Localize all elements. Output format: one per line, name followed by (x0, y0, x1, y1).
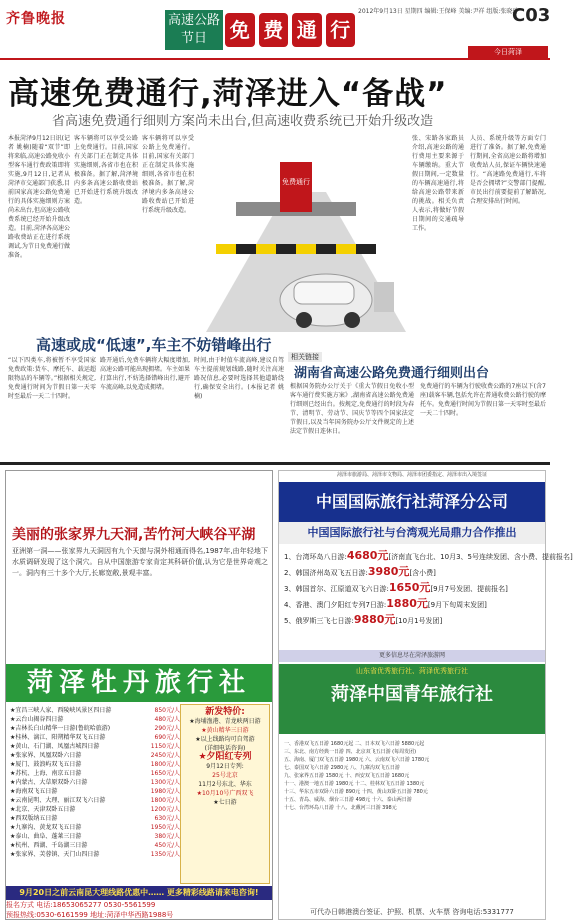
section-divider (0, 462, 550, 465)
route-price: 1350元/人 (150, 851, 180, 858)
secondary-headline: 高速或成“低速”,车主不妨错峰出行 (36, 336, 272, 354)
route-item: ★苏杭、上海、南京五日游 (10, 770, 82, 777)
route-item: ★张家界、芙蓉镇、天门山四日游 (10, 851, 100, 858)
tour-note: [10月1号发团] (395, 617, 443, 625)
ad-left-contact (6, 900, 272, 920)
route-price: 2450元/人 (150, 752, 180, 759)
tour-price: 3980元 (367, 565, 410, 578)
special-row: (详细电话咨询) (204, 745, 246, 752)
route-prices (140, 706, 180, 859)
special-row: 25号北京 (212, 772, 238, 779)
tour-item (284, 612, 540, 628)
related-link-tag: 相关链接 (288, 352, 322, 362)
table-row: 十七、台湾环岛八日游 十八、北戴河三日游 398元 (284, 805, 397, 811)
route-item: ★黄山、石门湖、凤凰古城四日游 (10, 743, 100, 750)
special-row: ★以上线路均可自驾游 (195, 736, 255, 743)
contact-phone: 报名方式 电话:18653065277 0530-5561599 (6, 901, 156, 909)
route-item: ★泰山、曲阜、蓬莱三日游 (10, 833, 82, 840)
route-item: ★海南双飞五日游 (10, 788, 58, 795)
promo-strip-text: 9月20日之前云南昆大理线路优惠中…… (19, 888, 165, 897)
tour-item (284, 580, 540, 596)
route-price: 1980元/人 (150, 788, 180, 795)
ad-right-subtitle: 中国国际旅行社与台湾观光局鼎力合作推出 (279, 522, 545, 544)
tour-price: 9880元 (353, 613, 396, 626)
contact-address: 预报热线:0530-6161599 地址:菏泽中华西路1988号 (6, 911, 174, 919)
tour-note: [9月7号发团、提前报名] (430, 585, 508, 593)
article-column-1: 本报菏泽9月12日讯(记者 姚楠)随着“双节”即将来临,高速公路免收小型客车通行费政策即将实施,9月12日,记者从菏泽市交通部门获悉,目前国家高速公路免费通行的具体实施细则方案尚未出台,但高速公路收费系统已经开始升级改造。目前,菏泽各高速公路收费站正在进行系统调试,为节日免费通行做准备。 (8, 135, 70, 259)
table-row: 五、海南、厦门双飞五日游 1980元 六、云南双飞六日游 1780元 (284, 757, 430, 763)
banner-char: 费 (259, 13, 289, 47)
sidebar-headline: 湖南省高速公路免费通行细则出台 (294, 366, 490, 381)
special-row: ★七日游 (213, 799, 237, 806)
sub-article-column-3: 时间,由于时值车流高峰,建议自驾车主提前规划线路,随时关注高速路况信息,必要时选择其他道路绕行,确保安全出行。(本报记者 姚楠) (194, 357, 284, 400)
route-item: ★北京、天津双卧五日游 (10, 806, 76, 813)
tour-item (284, 564, 540, 580)
special-row: ★夕阳红专列 (198, 752, 252, 762)
ad-right-agency-name: 中国国际旅行社菏泽分公司 (279, 482, 545, 522)
route-price: 380元/人 (154, 833, 180, 840)
tour-price: 4680元 (346, 549, 389, 562)
route-item: ★吉林长白山精华一日游(鲁皖哈旅游) (10, 725, 111, 732)
route-price: 450元/人 (154, 842, 180, 849)
table-row: 三、东北、南方经典一日游 四、北京双飞五日游 (每周发团) (284, 749, 417, 755)
tour-item (284, 548, 573, 564)
route-price: 690元/人 (154, 734, 180, 741)
tour-price: 1650元 (388, 581, 431, 594)
banner-char: 通 (292, 13, 322, 47)
banner-char: 免 (225, 13, 255, 47)
route-item: ★西双版纳五日游 (10, 815, 58, 822)
route-price: 1200元/人 (150, 806, 180, 813)
table-row: 一、香港双飞五日游 1680元起 二、日本双飞六日游 5880元起 (284, 741, 425, 747)
route-item: ★内蒙古、大草原双卧六日游 (10, 779, 88, 786)
article-column-2: 客车辆将可以享受公路上免费通行。目前,国家有关部门正在制定具体实施细则,各省市也在积极准备。据了解,菏泽境内多条高速公路收费站已开始进行系统升级改造。 (74, 135, 138, 205)
tour-name: 3、韩国首尔、江原道双飞六日游: (284, 585, 389, 593)
special-row: ★10月10号广西双飞 (196, 790, 254, 797)
sub-article-column-2: 路开通后,免费车辆将大幅度增加,高速公路可能出现拥堵。车主如果打算出行,不妨选择错峰出行,避开车流高峰,以免造成拥堵。 (100, 357, 191, 391)
table-row: 十一、港澳一地五日游 1980元 十二、桂林双飞五日游 1380元 (284, 781, 425, 787)
route-price: 1150元/人 (150, 743, 180, 750)
ad-right-footer: 可代办日韩港澳台签证、护照、机票、火车票 咨询电话:5331777 (310, 908, 514, 916)
special-row: ★海埔渔港、青龙峡两日游 (189, 718, 261, 725)
route-item: ★厦门、鼓浪屿双飞五日游 (10, 761, 82, 768)
section-tag (165, 10, 223, 50)
sidebar-column-2: 免费通行的车辆为行驶收费公路的7座以下(含7座)载客车辆,包括允许在普通收费公路行驶的摩托车。免费通行时间为节假日第一天零时至最后一天二十四时。 (420, 383, 547, 417)
main-headline: 高速免费通行,菏泽进入“备战” (8, 76, 448, 112)
route-price: 1800元/人 (150, 761, 180, 768)
route-price: 1650元/人 (150, 770, 180, 777)
section-tag-line1: 高速公路 (167, 13, 220, 28)
route-price: 1800元/人 (150, 797, 180, 804)
page-number: C03 (512, 5, 551, 26)
ad-right-info-band: 更多信息尽在菏泽旅游网 (279, 650, 545, 662)
sign-text: 免费通行 (282, 178, 310, 186)
ad-right-top-note: 菏泽市旅游局、菏泽市文物局、菏泽市团委指定、菏泽市出入境签证 (336, 472, 487, 478)
route-item: ★杭州、西湖、千岛湖三日游 (10, 842, 88, 849)
route-item: ★云台山揭谷四日游 (10, 716, 64, 723)
toll-sign (280, 162, 312, 212)
route-item: ★九寨沟、黄龙双飞五日游 (10, 824, 82, 831)
special-row: ★黄山精华三日游 (201, 727, 249, 734)
route-price: 480元/人 (154, 716, 180, 723)
special-row: 11月2号东北、华东 (198, 781, 252, 788)
tour-note: [9月下旬周末发团] (427, 601, 487, 609)
special-offers-title: 新发特价: (205, 707, 245, 717)
header-rule (0, 58, 550, 60)
ad-left-agency-name: 菏泽牡丹旅行社 (6, 664, 272, 702)
tour-name: 4、香港、澳门夕阳红专列7日游: (284, 601, 387, 609)
table-row: 十五、青岛、威海、烟台三日游 498元 十六、泰山两日游 (284, 797, 412, 803)
route-price: 1950元/人 (150, 824, 180, 831)
route-item: ★桂林、漓江、阳朔精华双飞五日游 (10, 734, 106, 741)
sidebar-column-1: 根据国务院办公厅关于《重大节假日免收小型客车通行费实施方案》,湖南省高速公路免费通行细则已经出台。按规定,免费通行的时段为春节、清明节、劳动节、国庆节等四个国家法定节假日,以及当年国务院办公厅文件规定的上述法定节假日连休日。 (290, 383, 414, 435)
tour-name: 1、台湾环岛八日游: (284, 553, 347, 561)
route-price: 630元/人 (154, 815, 180, 822)
tour-note: [济南直飞台北、10月3、5号连续发团、含小费、提前报名] (388, 553, 573, 561)
route-item: ★云南昆明、大理、丽江双飞六日游 (10, 797, 106, 804)
newspaper-logo: 齐鲁晚报 (6, 11, 66, 27)
sub-article-column-1: “以下四类车,将被暂不享受国家免费政策:货车、摩托车、载运超限物品的车辆等。”根据相关规定,免费通行时间为节假日第一天零时至最后一天二十四时。 (8, 357, 96, 400)
youth-travel-title: 菏泽中国青年旅行社 (331, 684, 493, 705)
article-column-5: 人员、系统升级等方面专门进行了准备。据了解,免费通行期间,全省高速公路将增加收费站人员,保证车辆快速通行。“高速路免费通行,车将是否会拥堵?”交警部门提醒,市民出行前要提前了解路况,合理安排出行时间。 (470, 135, 546, 205)
youth-travel-subtitle: 山东省优秀旅行社、菏泽优秀旅行社 (356, 667, 468, 675)
barrier-arm (216, 244, 376, 254)
header-banner (225, 10, 355, 50)
table-row: 十三、华东五市双卧六日游 890元 十四、黄山双卧五日游 780元 (284, 789, 428, 795)
route-item: ★宜昌三峡人家、西陵峡风景区四日游 (10, 707, 112, 714)
tour-note: [含小费] (409, 569, 436, 577)
section-label: 今日菏泽 (468, 46, 548, 58)
article-column-4: 张、宋路各家路员介绍,高速公路的通行费用主要来源于车辆缴纳。重大节假日期间,一定数量的车辆高速通行,将给高速公路带来新的挑战。相关负责人表示,将做好节假日期间的交通疏导工作。 (412, 135, 464, 232)
promo-strip-more: 更多精彩线路请来电咨询! (166, 888, 259, 897)
section-tag-line2: 节日 (180, 31, 207, 46)
tour-list (284, 548, 573, 628)
promo-strip (6, 886, 272, 900)
main-subhead: 省高速免费通行细则方案尚未出台,但高速收费系统已开始升级改造 (52, 114, 434, 129)
banner-char: 行 (326, 13, 356, 47)
route-item: ★张家界、凤凰双卧六日游 (10, 752, 82, 759)
route-price: 1300元/人 (150, 779, 180, 786)
ad-left-title: 美丽的张家界九天洞,苦竹河大峡谷平湖 (12, 527, 256, 543)
tour-name: 2、韩国济州岛双飞五日游: (284, 569, 368, 577)
route-price: 290元/人 (154, 725, 180, 732)
route-price: 850元/人 (154, 707, 180, 714)
tour-item (284, 596, 540, 612)
tour-price: 1880元 (386, 597, 428, 610)
ad-left-intro: 亚洲第一洞——张家界九天洞因有九个天窗与洞外相通而得名,1987年,由年轻地下水质调研发现了这个洞穴。自从中国旅游专家肯定其科研价值,认为它是世界奇观之一。洞内有三十多个大厅,长廊宽敞,景观丰富。 (12, 547, 268, 577)
youth-tour-table (284, 740, 540, 812)
tour-name: 5、俄罗斯三飞七日游: (284, 617, 354, 625)
special-offers-box (180, 704, 270, 884)
table-row: 七、泰国双飞六日游 2980元 八、九寨沟双飞五日游 (284, 765, 400, 771)
toll-gate-illustration (196, 132, 408, 342)
table-row: 九、张家界五日游 1580元 十、西安双飞五日游 1680元 (284, 773, 410, 779)
issue-meta: 2012年9月13日 星期四 编辑:王保峰 美编:尹祥 组版:张晓玲 (358, 8, 519, 15)
special-row: 9月12日专列: (206, 763, 244, 770)
article-column-3: 客车辆将可以享受公路上免费通行。目前,国家有关部门正在制定具体实施细则,各省市也在积极准备。据了解,菏泽境内多条高速公路收费站已开始进行系统升级改造。 (142, 135, 194, 214)
